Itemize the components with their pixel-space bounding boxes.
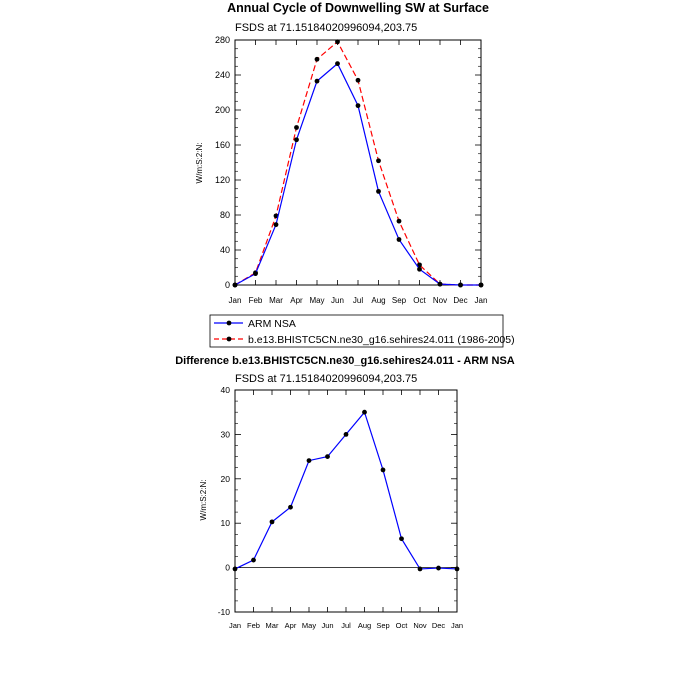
series-b-e13-bhistc5cn-ne30-g16-point [356,78,361,83]
x-tick-label: Apr [284,621,297,630]
series-arm-nsa-point [294,137,299,142]
y-tick-label: 30 [220,429,230,440]
chart-subtitle: FSDS at 71.15184020996094,203.75 [235,373,418,385]
y-tick-label: 240 [214,70,230,80]
y-tick-label: 40 [219,245,230,255]
x-tick-label: Dec [431,621,446,630]
series-0-point [288,505,293,510]
x-tick-label: Aug [357,621,372,630]
y-tick-label: 80 [219,210,230,220]
x-tick-label: Feb [248,296,263,305]
x-tick-label: Oct [413,296,426,305]
chart-difference [175,355,515,630]
x-tick-label: May [309,296,325,305]
series-arm-nsa-point [417,267,422,272]
series-0-point [362,410,367,415]
chart-subtitle: FSDS at 71.15184020996094,203.75 [235,22,418,34]
series-group [233,410,460,572]
series-arm-nsa-point [315,79,320,84]
x-tick-label: Oct [395,621,408,630]
y-tick-label: 120 [214,175,230,185]
y-tick-label: 20 [220,473,230,484]
series-b-e13-bhistc5cn-ne30-g16-point [315,57,320,62]
x-tick-label: Sep [376,621,390,630]
series-0-point [233,567,238,572]
chart-title: Difference b.e13.BHISTC5CN.ne30_g16.sehires24.011 - ARM NSA [175,355,515,367]
x-tick-label: Mar [269,296,283,305]
y-tick-label: 0 [224,280,230,290]
axes [215,35,487,305]
series-0-point [325,454,330,459]
series-0-point [436,566,441,571]
series-b-e13-bhistc5cn-ne30-g16-point [294,125,299,130]
y-tick-label: -10 [217,607,230,617]
series-arm-nsa-point [335,61,340,66]
series-0-point [307,458,312,463]
x-tick-label: Jan [474,296,488,305]
series-group [233,39,484,287]
chart-annual-cycle [195,1,515,347]
series-0-point [251,558,256,563]
x-tick-label: Jul [341,621,351,630]
series-arm-nsa-point [438,282,443,287]
y-axis-label: W/m:S:2:N: [199,479,208,521]
series-arm-nsa-point [397,237,402,242]
chart-title: Annual Cycle of Downwelling SW at Surface [227,1,489,15]
series-arm-nsa-point [376,189,381,194]
series-arm-nsa-point [458,283,463,288]
series-b-e13-bhistc5cn-ne30-g16-point [397,219,402,224]
legend-marker-arm-nsa [227,321,232,326]
series-arm-nsa-line [235,64,481,285]
axes [218,385,463,630]
x-tick-label: Sep [391,296,407,305]
series-0-point [270,519,275,524]
series-arm-nsa-point [356,103,361,108]
series-arm-nsa-point [274,222,279,227]
y-tick-label: 200 [214,105,230,115]
plot-frame [235,40,481,285]
series-0-point [455,567,460,572]
legend [210,315,515,347]
series-0-point [418,567,423,572]
y-tick-label: 160 [214,140,230,150]
x-tick-label: Nov [432,296,448,305]
series-arm-nsa-point [479,283,484,288]
series-b-e13-bhistc5cn-ne30-g16-point [335,39,340,44]
x-tick-label: Feb [247,621,260,630]
legend-label-model: b.e13.BHISTC5CN.ne30_g16.sehires24.011 (1986-2005) [248,334,515,346]
series-0-point [381,468,386,473]
legend-label-arm-nsa: ARM NSA [248,318,296,330]
x-tick-label: Jan [228,621,242,630]
x-tick-label: Mar [265,621,279,630]
series-0-point [399,536,404,541]
x-tick-label: Jun [321,621,334,630]
series-b-e13-bhistc5cn-ne30-g16-point [376,158,381,163]
series-arm-nsa-point [233,283,238,288]
series-0-point [344,432,349,437]
y-axis-label: W/m:S:2:N: [195,142,204,184]
y-tick-label: 40 [220,385,230,395]
y-tick-label: 0 [225,562,230,573]
x-tick-label: Dec [453,296,468,305]
legend-marker-model [227,337,232,342]
x-tick-label: Nov [413,621,427,630]
y-tick-label: 280 [214,35,230,45]
x-tick-label: May [301,621,317,630]
x-tick-label: Jan [450,621,464,630]
x-tick-label: Aug [371,296,386,305]
y-tick-label: 10 [220,518,230,529]
x-tick-label: Jun [331,296,344,305]
x-tick-label: Apr [290,296,303,305]
x-tick-label: Jul [352,296,364,305]
plot-frame [235,390,457,612]
series-arm-nsa-point [253,271,258,276]
x-tick-label: Jan [228,296,242,305]
